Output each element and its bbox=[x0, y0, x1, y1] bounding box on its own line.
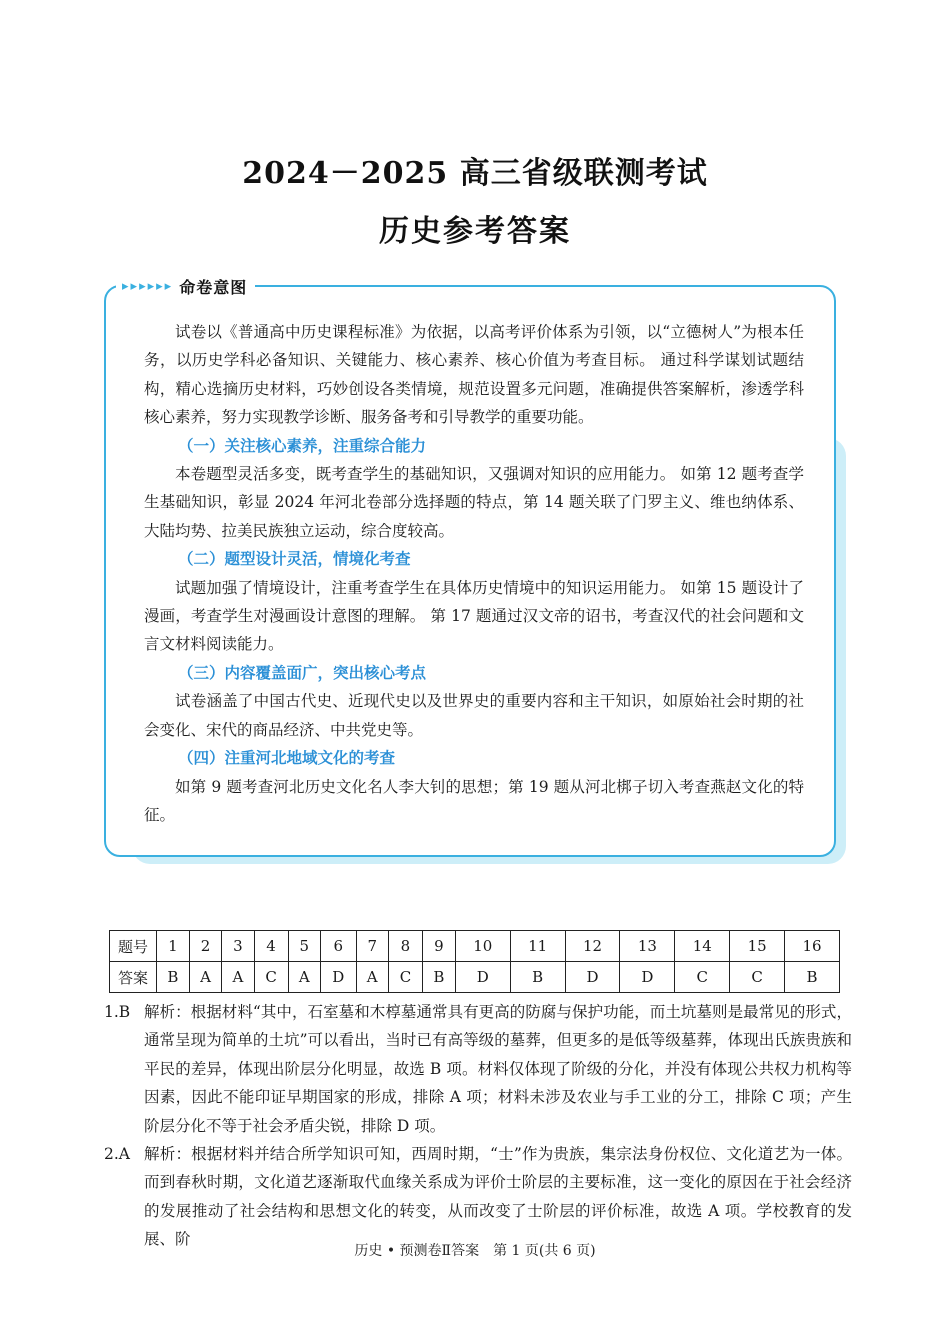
question-number: 10 bbox=[455, 931, 510, 962]
analysis-section bbox=[104, 998, 852, 1254]
answer-cell: B bbox=[422, 962, 455, 993]
intent-box-body bbox=[144, 318, 804, 829]
question-number: 1 bbox=[157, 931, 190, 962]
question-number: 14 bbox=[675, 931, 730, 962]
question-number: 11 bbox=[510, 931, 565, 962]
answer-cell: B bbox=[157, 962, 190, 993]
answer-cell: D bbox=[320, 962, 356, 993]
intent-box-header bbox=[116, 274, 255, 298]
analysis-text: 解析：根据材料“其中，石室墓和木椁墓通常具有更高的防腐与保护功能，而土坑墓则是最常见的形式，通常呈现为简单的土坑”可以看出，当时已有高等级的墓葬，但更多的是低等级墓葬，体现出氏族贵族和平民的差异，体现出阶层分化明显，故选 B 项。材料仅体现了阶级的分化，并没有体现公共权力机构等因素，因此不能印证早期国家的形成，排除 A 项；材料未涉及农业与手工业的分工，排除 C 项；产生阶层分化不等于社会矛盾尖锐，排除 D 项。 bbox=[144, 1003, 852, 1135]
answer-cell: C bbox=[254, 962, 288, 993]
answer-cell: A bbox=[189, 962, 221, 993]
section-heading-2: （二）题型设计灵活，情境化考查 bbox=[178, 550, 411, 569]
question-number: 2 bbox=[189, 931, 221, 962]
intent-intro: 试卷以《普通高中历史课程标准》为依据，以高考评价体系为引领，以“立德树人”为根本任务，以历史学科必备知识、关键能力、核心素养、核心价值为考查目标。 通过科学谋划试题结构，精心选摘历史材料，巧妙创设各类情境，规范设置多元问题，准确提供答案解析，渗透学科核心素养，努力实现教学诊断、服务备考和引导教学的重要功能。 bbox=[144, 323, 804, 427]
arrow-icon: ▸ bbox=[139, 278, 146, 294]
question-row bbox=[110, 931, 840, 962]
answer-cell: B bbox=[510, 962, 565, 993]
answer-cell: C bbox=[675, 962, 730, 993]
section-text-4: 如第 9 题考查河北历史文化名人李大钊的思想；第 19 题从河北梆子切入考查燕赵文化的特征。 bbox=[144, 777, 804, 824]
arrow-icon: ▸ bbox=[164, 278, 172, 294]
answer-cell: A bbox=[288, 962, 320, 993]
question-number: 9 bbox=[422, 931, 455, 962]
question-number: 12 bbox=[565, 931, 620, 962]
question-number: 4 bbox=[254, 931, 288, 962]
answer-row-label: 答案 bbox=[110, 962, 157, 993]
answer-cell: A bbox=[222, 962, 254, 993]
arrow-icon: ▸ bbox=[130, 278, 138, 294]
answer-table bbox=[109, 930, 840, 993]
analysis-item bbox=[104, 1140, 852, 1254]
section-heading-4: （四）注重河北地域文化的考查 bbox=[178, 749, 396, 768]
arrow-icon: ▸ bbox=[122, 278, 129, 294]
question-number: 5 bbox=[288, 931, 320, 962]
question-number: 3 bbox=[222, 931, 254, 962]
question-number: 8 bbox=[388, 931, 422, 962]
answer-cell: C bbox=[730, 962, 785, 993]
section-text-3: 试卷涵盖了中国古代史、近现代史以及世界史的重要内容和主干知识，如原始社会时期的社会变化、宋代的商品经济、中共党史等。 bbox=[144, 692, 804, 739]
analysis-text: 解析：根据材料并结合所学知识可知，西周时期，“士”作为贵族，集宗法身份权位、文化道艺为一体。而到春秋时期，文化道艺逐渐取代血缘关系成为评价士阶层的主要标准，这一变化的原因在于社会经济的发展推动了社会结构和思想文化的转变，从而改变了士阶层的评价标准，故选 A 项。学校教育的发展、阶 bbox=[144, 1145, 852, 1249]
answer-row bbox=[110, 962, 840, 993]
question-number: 15 bbox=[730, 931, 785, 962]
question-row-label: 题号 bbox=[110, 931, 157, 962]
section-heading-3: （三）内容覆盖面广，突出核心考点 bbox=[178, 663, 427, 682]
exam-title: 2024－2025 高三省级联测考试 bbox=[242, 156, 708, 191]
section-text-2: 试题加强了情境设计，注重考查学生在具体历史情境中的知识运用能力。 如第 15 题设计了漫画，考查学生对漫画设计意图的理解。 第 17 题通过汉文帝的诏书，考查汉代的社会问题和文言文材料阅读能力。 bbox=[144, 578, 804, 654]
analysis-item bbox=[104, 998, 852, 1140]
analysis-number: 2.A bbox=[104, 1145, 130, 1164]
intent-box-label: 命卷意图 bbox=[179, 277, 248, 297]
section-heading-1: （一）关注核心素养，注重综合能力 bbox=[178, 436, 427, 455]
page-footer: 历史 • 预测卷Ⅱ答案 第 1 页(共 6 页) bbox=[354, 1243, 596, 1259]
answer-cell: D bbox=[455, 962, 510, 993]
analysis-number: 1.B bbox=[104, 1003, 131, 1021]
question-number: 7 bbox=[356, 931, 388, 962]
answer-cell: D bbox=[620, 962, 675, 993]
arrow-icon: ▸ bbox=[156, 278, 163, 294]
answer-cell: D bbox=[565, 962, 620, 993]
answer-cell: C bbox=[388, 962, 422, 993]
arrow-icon: ▸ bbox=[147, 278, 155, 294]
answer-cell: A bbox=[356, 962, 388, 993]
question-number: 16 bbox=[785, 931, 840, 962]
section-text-1: 本卷题型灵活多变，既考查学生的基础知识，又强调对知识的应用能力。 如第 12 题考查学生基础知识，彰显 2024 年河北卷部分选择题的特点，第 14 题关联了门罗主义、维也纳体系、大陆均势、拉美民族独立运动，综合度较高。 bbox=[144, 465, 804, 540]
answer-cell: B bbox=[785, 962, 840, 993]
answer-title: 历史参考答案 bbox=[379, 214, 571, 249]
question-number: 13 bbox=[620, 931, 675, 962]
question-number: 6 bbox=[320, 931, 356, 962]
